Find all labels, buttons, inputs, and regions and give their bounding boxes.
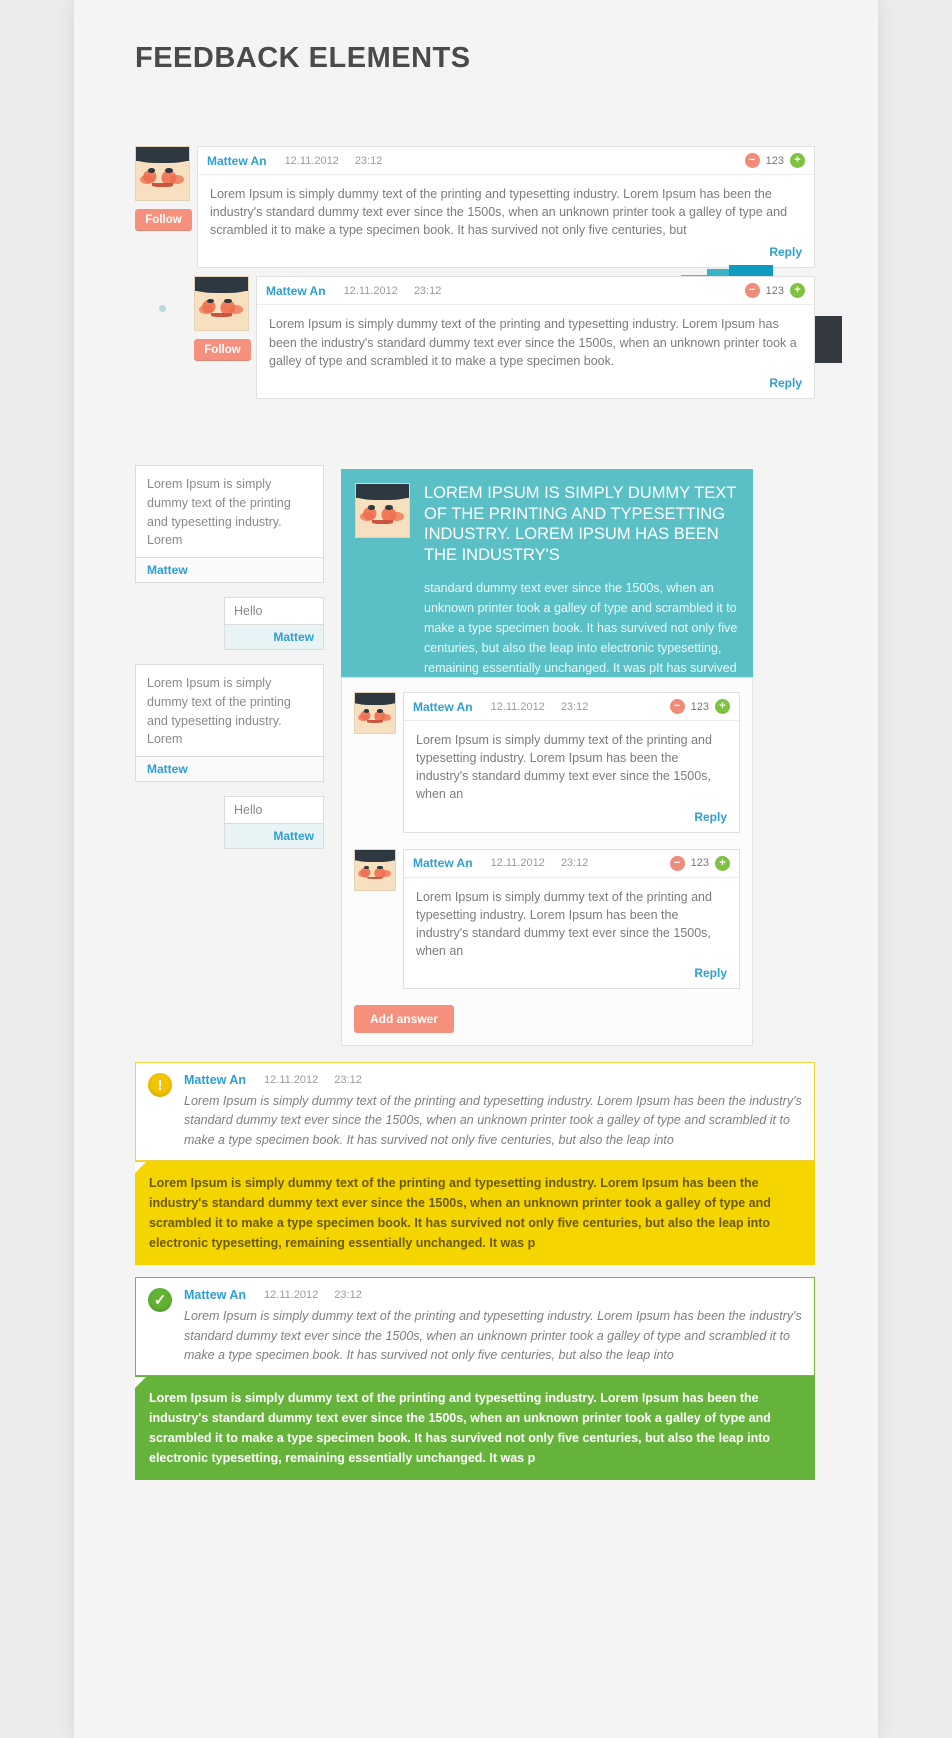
answer-item	[354, 849, 740, 990]
chat-bubble-text: Lorem Ipsum is simply dummy text of the printing and typesetting industry. Lorem	[147, 676, 291, 747]
upvote-button[interactable]: +	[790, 153, 805, 168]
comment-time: 23:12	[560, 700, 589, 713]
upvote-button[interactable]: +	[715, 699, 730, 714]
comment-body: Lorem Ipsum is simply dummy text of the printing and typesetting industry. Lorem Ipsum has been the industry's standard dummy text ever since the 1500s, when an unknown printer took a galley of type and scrambled it to make a type specimen book.	[269, 317, 797, 368]
alert-success	[135, 1277, 815, 1480]
follow-button[interactable]: Follow	[135, 209, 192, 231]
comment-card	[256, 276, 815, 398]
vote-group	[745, 153, 805, 168]
comment-nested	[194, 276, 815, 398]
vote-count: 123	[690, 857, 709, 869]
alert-top	[135, 1062, 815, 1161]
comment-author: Mattew An	[413, 856, 473, 870]
upvote-button[interactable]: +	[715, 856, 730, 871]
alert-time: 23:12	[334, 1289, 362, 1302]
comment-date: 12.11.2012	[343, 284, 398, 297]
vote-group	[745, 283, 805, 298]
chat-bubble-left	[135, 664, 324, 782]
alert-top-text: Lorem Ipsum is simply dummy text of the printing and typesetting industry. Lorem Ipsum has been the industry's standard dummy text ever since the 1500s, when an unknown printer took a galley of type and scrambled it to make a type specimen book. It has survived not only five centuries, but also the leap into	[184, 1094, 802, 1147]
comment-date: 12.11.2012	[490, 857, 545, 869]
alert-time: 23:12	[334, 1074, 362, 1086]
chat-bubble-text: Hello	[234, 604, 263, 618]
chat-bubble-author: Mattew	[225, 823, 323, 848]
alert-warning	[135, 1062, 815, 1265]
comment-body: Lorem Ipsum is simply dummy text of the printing and typesetting industry. Lorem Ipsum has been the industry's standard dummy text ever since the 1500s, when an unknown printer took a galley of type and scrambled it to make a type specimen book. It has survived not only five centuries, but	[210, 187, 788, 238]
chat-section	[135, 465, 815, 1026]
alert-date: 12.11.2012	[264, 1074, 319, 1086]
alert-bottom-text: Lorem Ipsum is simply dummy text of the printing and typesetting industry. Lorem Ipsum has been the industry's standard dummy text ever since the 1500s, when an unknown printer took a galley of type and scrambled it to make a type specimen book. It has survived not only five centuries, but also the leap into electronic typesetting, remaining essentially unchanged. It was p	[135, 1161, 815, 1265]
alert-meta	[184, 1073, 802, 1087]
vote-count: 123	[765, 154, 784, 167]
alert-author: Mattew An	[184, 1073, 247, 1087]
comment-top	[135, 146, 815, 268]
chat-bubble-right	[224, 597, 324, 650]
avatar	[355, 483, 410, 538]
vote-group	[670, 856, 730, 871]
downvote-button[interactable]: −	[670, 699, 685, 714]
answer-item	[354, 692, 740, 833]
add-answer-button[interactable]: Add answer	[354, 1005, 454, 1033]
comment-author: Mattew An	[413, 699, 473, 714]
comment-header	[257, 277, 814, 305]
chat-bubble-text: Hello	[234, 803, 263, 817]
comment-author: Mattew An	[266, 283, 326, 298]
alert-tail	[135, 1162, 146, 1173]
check-icon: ✓	[148, 1288, 172, 1312]
featured-quote-title: LOREM IPSUM IS SIMPLY DUMMY TEXT OF THE PRINTING AND TYPESETTING INDUSTRY. LOREM IPSUM HAS BEEN THE INDUSTRY'S	[424, 484, 737, 564]
upvote-button[interactable]: +	[790, 283, 805, 298]
alerts-section	[135, 1062, 815, 1492]
page-title: FEEDBACK ELEMENTS	[135, 42, 471, 74]
comment-date: 12.11.2012	[284, 154, 339, 167]
chat-bubble-left	[135, 465, 324, 583]
page-canvas	[74, 0, 878, 1738]
alert-author: Mattew An	[184, 1288, 247, 1303]
alert-meta	[184, 1288, 802, 1302]
alert-top	[135, 1277, 815, 1376]
comment-card	[197, 146, 815, 268]
comment-author: Mattew An	[207, 153, 267, 168]
reply-link[interactable]: Reply	[769, 375, 802, 390]
comment-time: 23:12	[413, 284, 442, 297]
chat-bubble-author: Mattew	[136, 756, 323, 781]
comment-body: Lorem Ipsum is simply dummy text of the printing and typesetting industry. Lorem Ipsum has been the industry's standard dummy text ever since the 1500s, when an	[416, 733, 712, 802]
avatar	[354, 692, 396, 734]
warning-icon: !	[148, 1073, 172, 1097]
follow-button[interactable]: Follow	[194, 339, 251, 361]
chat-bubble-text: Lorem Ipsum is simply dummy text of the printing and typesetting industry. Lorem	[147, 477, 291, 548]
featured-quote-card	[341, 469, 753, 694]
vote-group	[670, 699, 730, 714]
reply-link[interactable]: Reply	[694, 809, 727, 824]
comment-author-col	[194, 276, 249, 361]
comment-card	[403, 692, 740, 833]
vote-count: 123	[690, 700, 709, 713]
comments-section	[135, 146, 815, 399]
comment-date: 12.11.2012	[490, 700, 545, 713]
reply-link[interactable]: Reply	[694, 966, 727, 980]
avatar	[194, 276, 249, 331]
comment-body: Lorem Ipsum is simply dummy text of the printing and typesetting industry. Lorem Ipsum has been the industry's standard dummy text ever since the 1500s, when an	[416, 889, 712, 958]
answers-panel	[341, 677, 753, 1046]
vote-count: 123	[765, 284, 784, 297]
comment-card	[403, 849, 740, 990]
chat-bubble-right	[224, 796, 324, 849]
thread-dot-icon	[159, 305, 166, 312]
chat-bubble-author: Mattew	[225, 624, 323, 649]
alert-date: 12.11.2012	[264, 1289, 319, 1302]
comment-time: 23:12	[354, 154, 383, 167]
alert-top-text: Lorem Ipsum is simply dummy text of the printing and typesetting industry. Lorem Ipsum has been the industry's standard dummy text ever since the 1500s, when an unknown printer took a galley of type and scrambled it to make a type specimen book. It has survived not only five centuries, but also the leap into	[184, 1309, 802, 1362]
downvote-button[interactable]: −	[670, 856, 685, 871]
comment-header	[198, 147, 814, 175]
comment-header	[404, 850, 739, 878]
comment-header	[404, 693, 739, 721]
featured-quote-body: standard dummy text ever since the 1500s, when an unknown printer took a galley of type and scrambled it to make a type specimen book. It has survived not only five centuries, but also the leap into electronic typesetting, remaining essentially unchanged. It was pIt has survived	[424, 580, 738, 675]
avatar	[354, 849, 396, 891]
comment-time: 23:12	[560, 857, 589, 869]
alert-tail	[135, 1377, 146, 1388]
avatar	[135, 146, 190, 201]
downvote-button[interactable]: −	[745, 283, 760, 298]
alert-bottom-text: Lorem Ipsum is simply dummy text of the printing and typesetting industry. Lorem Ipsum has been the industry's standard dummy text ever since the 1500s, when an unknown printer took a galley of type and scrambled it to make a type specimen book. It has survived not only five centuries, but also the leap into electronic typesetting, remaining essentially unchanged. It was p	[135, 1376, 815, 1480]
reply-link[interactable]: Reply	[769, 245, 802, 260]
chat-bubble-author: Mattew	[136, 557, 323, 582]
comment-author-col	[135, 146, 190, 231]
downvote-button[interactable]: −	[745, 153, 760, 168]
